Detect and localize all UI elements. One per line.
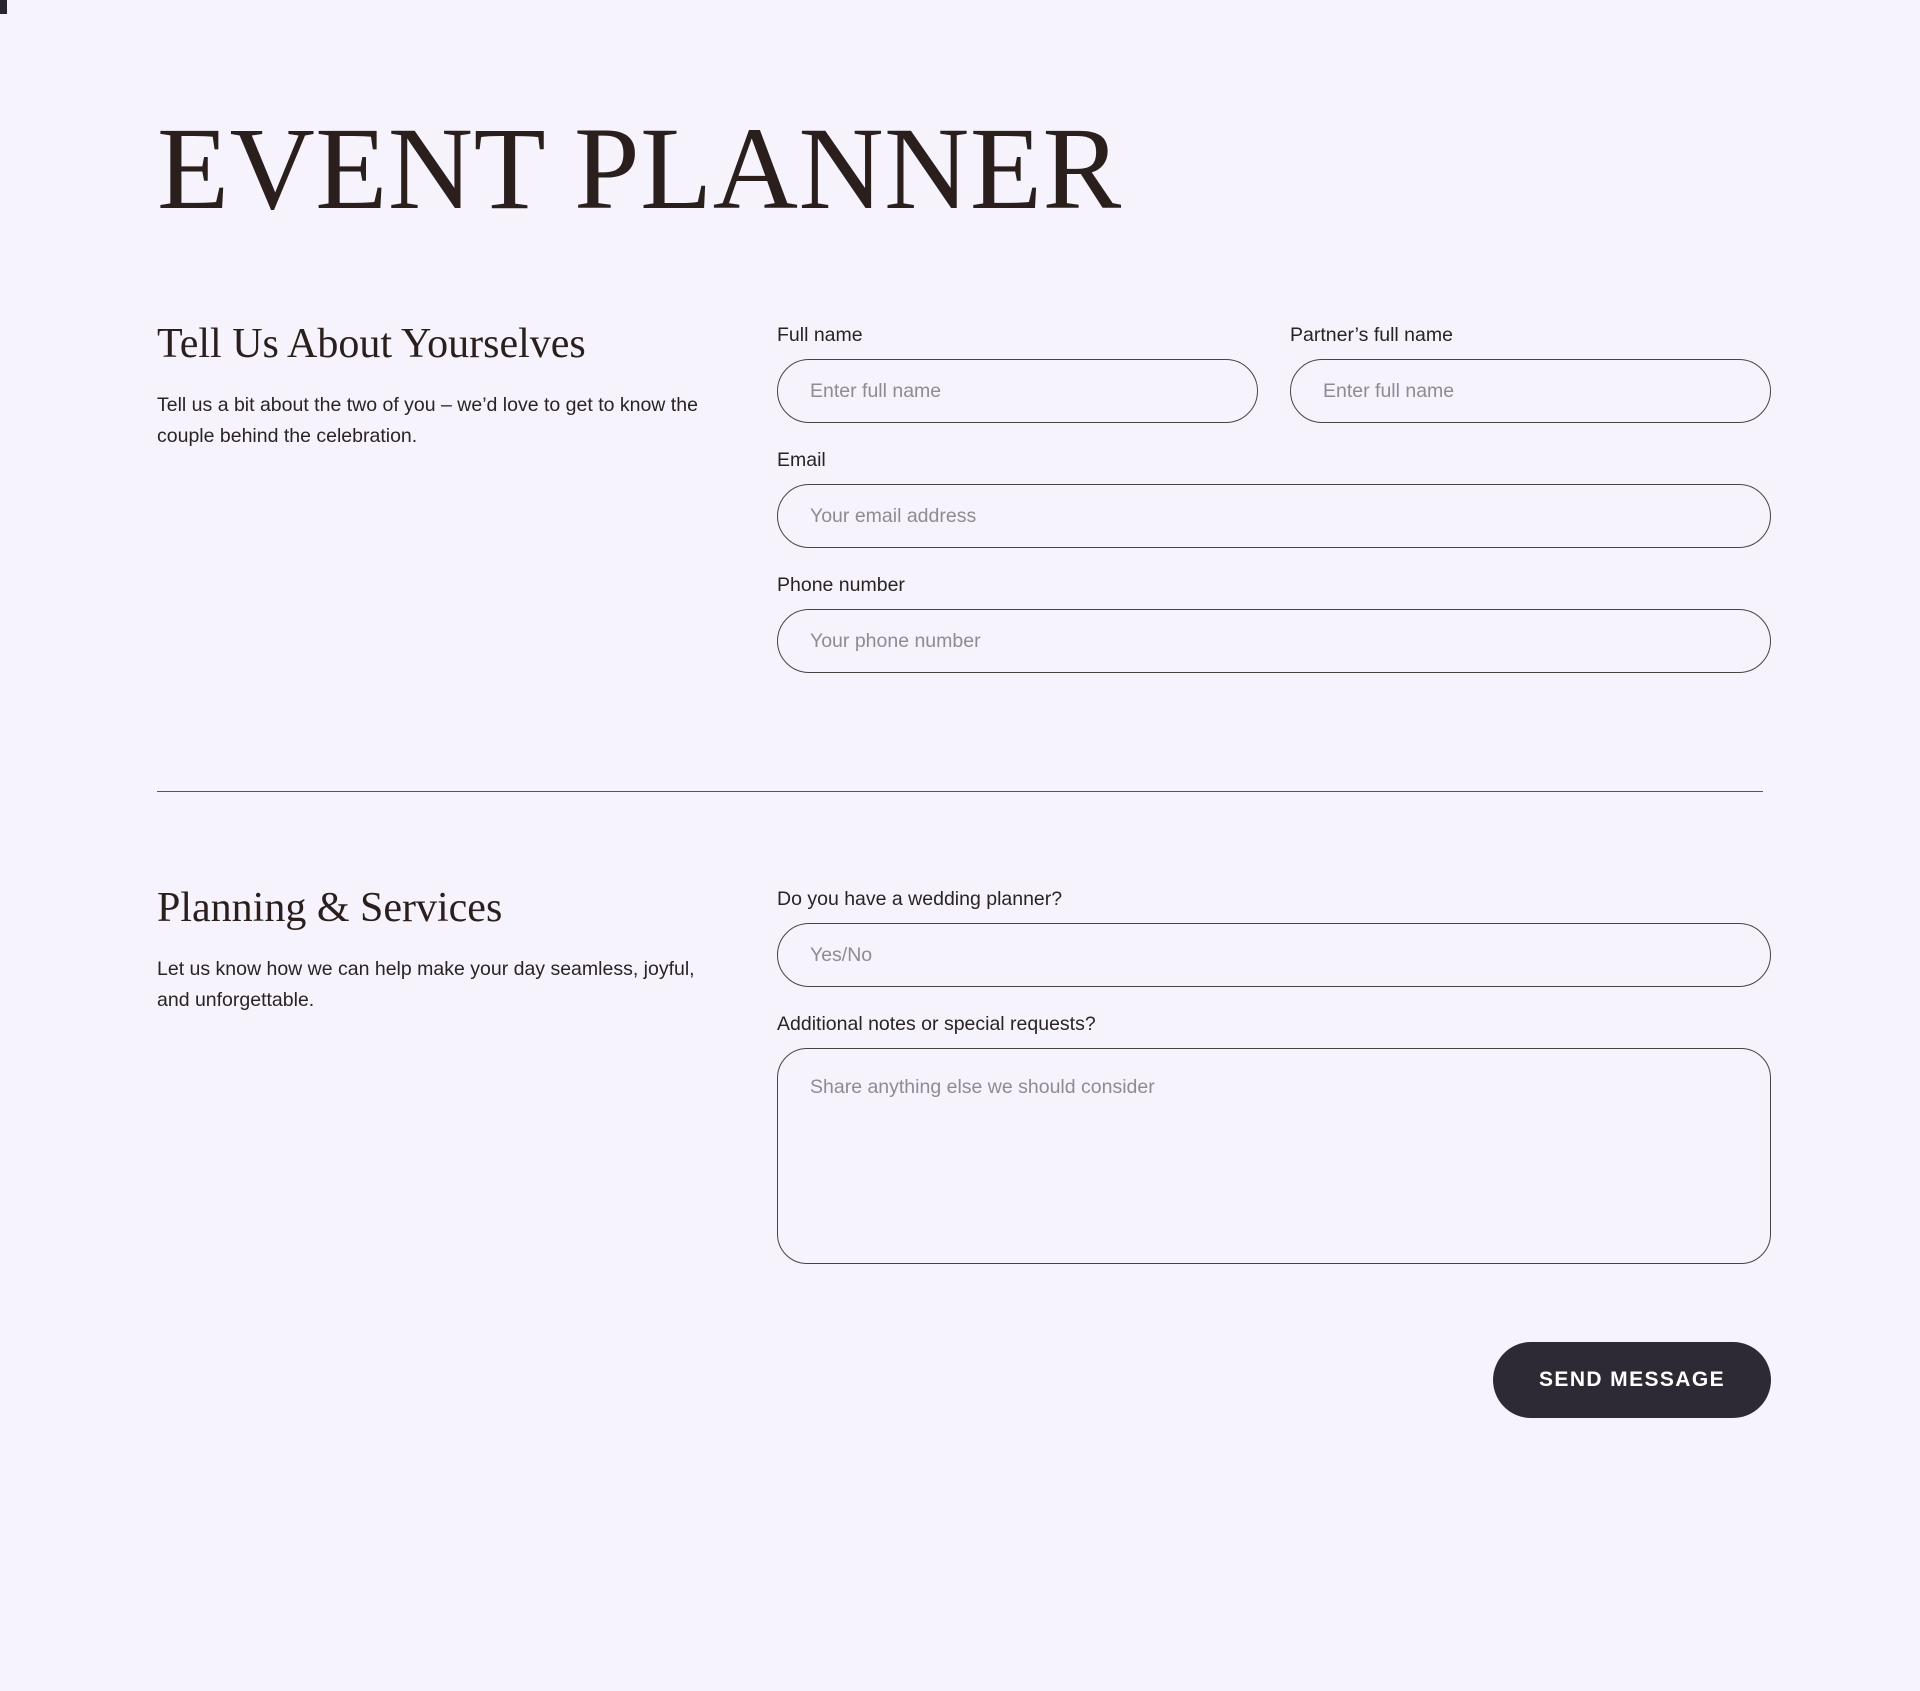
- partner-full-name-label: Partner’s full name: [1290, 324, 1453, 346]
- email-input[interactable]: [777, 484, 1771, 548]
- wedding-planner-label: Do you have a wedding planner?: [777, 888, 1063, 910]
- field-additional-notes: [777, 1013, 1771, 1264]
- full-name-label: Full name: [777, 324, 863, 346]
- corner-marker: [0, 0, 7, 14]
- section-1-intro: [157, 320, 777, 451]
- section-2-form: [777, 884, 1771, 1528]
- section-1-form: [777, 320, 1771, 699]
- form-actions: [777, 1290, 1771, 1528]
- section-2-description: Let us know how we can help make your day seamless, joyful, and unforgettable.: [157, 958, 695, 1011]
- full-name-input[interactable]: [777, 359, 1258, 423]
- section-2-heading: Planning & Services: [157, 885, 503, 931]
- section-tell-us-about-yourselves: [157, 228, 1763, 699]
- phone-number-input[interactable]: [777, 609, 1771, 673]
- field-phone-number: [777, 574, 1771, 673]
- section-2-intro: [157, 884, 777, 1015]
- additional-notes-textarea[interactable]: [777, 1048, 1771, 1264]
- phone-number-label: Phone number: [777, 574, 905, 596]
- name-fields-row: [777, 324, 1771, 449]
- field-full-name: [777, 324, 1258, 423]
- section-planning-and-services: [157, 792, 1763, 1528]
- wedding-planner-input[interactable]: [777, 923, 1771, 987]
- email-label: Email: [777, 449, 826, 471]
- field-partner-full-name: [1290, 324, 1771, 423]
- section-1-heading: Tell Us About Yourselves: [157, 321, 586, 367]
- field-wedding-planner: [777, 888, 1771, 987]
- partner-full-name-input[interactable]: [1290, 359, 1771, 423]
- section-1-description: Tell us a bit about the two of you – we’d love to get to know the couple behind the celebration.: [157, 394, 698, 447]
- additional-notes-label: Additional notes or special requests?: [777, 1013, 1096, 1035]
- field-email: [777, 449, 1771, 548]
- send-message-button[interactable]: SEND MESSAGE: [1493, 1342, 1771, 1418]
- page-title: EVENT PLANNER: [157, 103, 1122, 234]
